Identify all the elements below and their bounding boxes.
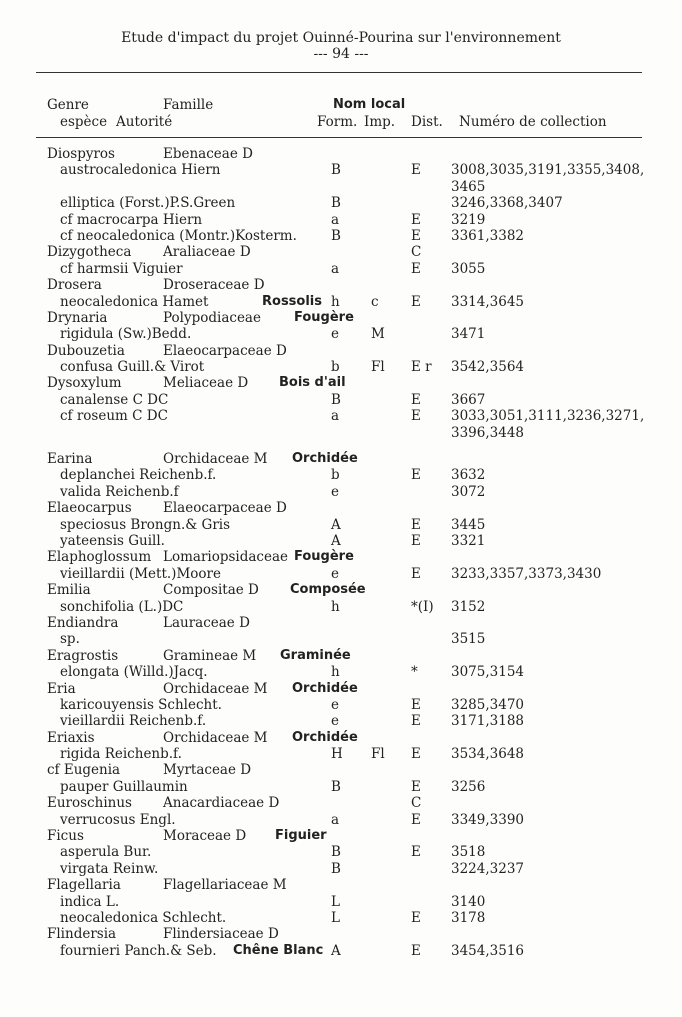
species-row: [0, 943, 682, 959]
species-name: neocaledonica Hamet: [60, 293, 209, 310]
dist-value: E: [411, 746, 421, 763]
species-name: vieillardii (Mett.)Moore: [60, 565, 221, 582]
species-row: [0, 179, 682, 195]
header-rule: [36, 137, 642, 138]
species-name: sp.: [60, 631, 80, 648]
page-number: --- 94 ---: [313, 46, 369, 62]
genus-row: [0, 500, 682, 516]
col-form: Form.: [317, 114, 358, 130]
collection-numbers: 3140: [451, 893, 486, 910]
genus-row: [0, 310, 682, 326]
form-value: A: [331, 532, 341, 549]
form-value: h: [331, 293, 340, 310]
species-name: cf roseum C DC: [60, 408, 168, 425]
family-name: Flagellariaceae M: [163, 877, 287, 894]
dist-value: E: [411, 162, 421, 179]
form-value: B: [331, 227, 341, 244]
form-value: B: [331, 195, 341, 212]
local-name: Rossolis: [262, 293, 322, 309]
species-name: speciosus Brongn.& Gris: [60, 516, 231, 533]
form-value: B: [331, 860, 341, 877]
imp-value: Fl: [371, 359, 385, 376]
form-value: h: [331, 598, 340, 615]
species-name: vieillardii Reichenb.f.: [60, 713, 207, 730]
genus-row: [0, 451, 682, 467]
family-name: Flindersiaceae D: [163, 926, 279, 943]
species-name: elongata (Willd.)Jacq.: [60, 664, 208, 681]
genus-row: [0, 681, 682, 697]
col-espece: espèce: [60, 114, 108, 130]
col-numero: Numéro de collection: [459, 114, 607, 130]
species-name: fournieri Panch.& Seb.: [60, 942, 217, 959]
dist-value: E r: [411, 359, 432, 376]
collection-numbers: 3072: [451, 483, 486, 500]
form-value: B: [331, 778, 341, 795]
imp-value: Fl: [371, 746, 385, 763]
col-genre: Genre: [47, 97, 89, 113]
dist-value: E: [411, 565, 421, 582]
species-row: [0, 484, 682, 500]
collection-numbers: 3224,3237: [451, 860, 525, 877]
species-name: karicouyensis Schlecht.: [60, 696, 222, 713]
family-name: Elaeocarpaceae D: [163, 342, 287, 359]
species-row: [0, 392, 682, 408]
family-name: Lauraceae D: [163, 614, 250, 631]
col-nom-local: Nom local: [333, 97, 406, 112]
dist-value: E: [411, 516, 421, 533]
collection-numbers: 3171,3188: [451, 713, 525, 730]
family-name: Orchidaceae M: [163, 729, 268, 746]
genus-name: Elaphoglossum: [47, 549, 152, 566]
form-value: A: [331, 516, 341, 533]
local-name: Chêne Blanc: [233, 942, 324, 958]
species-name: deplanchei Reichenb.f.: [60, 467, 217, 484]
local-name: Fougère: [294, 309, 354, 325]
collection-numbers: 3396,3448: [451, 424, 525, 441]
form-value: a: [331, 811, 340, 828]
form-value: H: [331, 746, 343, 763]
form-value: b: [331, 467, 340, 484]
collection-numbers: 3075,3154: [451, 664, 525, 681]
form-value: e: [331, 696, 339, 713]
species-row: [0, 359, 682, 375]
genus-name: Flindersia: [47, 926, 117, 943]
species-name: yateensis Guill.: [60, 532, 165, 549]
genus-row: [0, 343, 682, 359]
collection-numbers: 3008,3035,3191,3355,3408,: [451, 162, 645, 179]
species-name: confusa Guill.& Virot: [60, 359, 205, 376]
collection-numbers: 3454,3516: [451, 942, 525, 959]
collection-numbers: 3233,3357,3373,3430: [451, 565, 602, 582]
species-name: rigidula (Sw.)Bedd.: [60, 326, 192, 343]
species-row: [0, 228, 682, 244]
species-row: [0, 261, 682, 277]
family-name: Orchidaceae M: [163, 680, 268, 697]
col-autorite: Autorité: [116, 114, 173, 130]
species-name: virgata Reinw.: [60, 860, 159, 877]
species-row: [0, 812, 682, 828]
collection-numbers: 3534,3648: [451, 746, 525, 763]
collection-numbers: 3285,3470: [451, 696, 525, 713]
family-name: Droseraceae D: [163, 277, 265, 294]
dist-value: E: [411, 532, 421, 549]
species-name: cf neocaledonica (Montr.)Kosterm.: [60, 227, 297, 244]
genus-name: Ficus: [47, 828, 84, 845]
species-row: [0, 631, 682, 647]
species-row: [0, 746, 682, 762]
genus-row: [0, 615, 682, 631]
genus-name: Eria: [47, 680, 76, 697]
genus-row: [0, 582, 682, 598]
form-value: e: [331, 483, 339, 500]
collection-numbers: 3518: [451, 844, 486, 861]
genus-row: [0, 926, 682, 942]
genus-row: [0, 549, 682, 565]
form-value: A: [331, 942, 341, 959]
genus-row: [0, 244, 682, 260]
genus-name: Diospyros: [47, 146, 115, 162]
top-rule: [36, 72, 642, 73]
genus-row: [0, 828, 682, 844]
local-name: Fougère: [294, 549, 354, 565]
species-row: [0, 326, 682, 342]
form-value: B: [331, 391, 341, 408]
form-value: L: [331, 909, 340, 926]
form-value: e: [331, 565, 339, 582]
collection-numbers: 3219: [451, 211, 486, 228]
imp-value: c: [371, 293, 379, 310]
species-row: [0, 408, 682, 424]
species-row: [0, 664, 682, 680]
genus-name: Dubouzetia: [47, 342, 125, 359]
species-row: [0, 195, 682, 211]
dist-value: E: [411, 696, 421, 713]
genus-name: Emilia: [47, 582, 91, 599]
dist-value: E: [411, 811, 421, 828]
dist-value: E: [411, 778, 421, 795]
species-row: [0, 713, 682, 729]
form-value: a: [331, 260, 340, 277]
local-name: Orchidée: [292, 729, 358, 745]
local-name: Graminée: [280, 647, 351, 663]
collection-numbers: 3152: [451, 598, 486, 615]
species-row: [0, 697, 682, 713]
collection-numbers: 3515: [451, 631, 486, 648]
species-row: [0, 910, 682, 926]
genus-name: cf Eugenia: [47, 762, 121, 779]
species-name: neocaledonica Schlecht.: [60, 909, 227, 926]
document-title: Etude d'impact du projet Ouinné-Pourina sur l'environnement: [121, 30, 561, 46]
species-row: [0, 467, 682, 483]
local-name: Orchidée: [292, 680, 358, 696]
collection-numbers: 3256: [451, 778, 486, 795]
page-header: [0, 30, 682, 62]
genus-name: Dizygotheca: [47, 244, 132, 261]
dist-value: *: [411, 664, 418, 681]
dist-value: E: [411, 844, 421, 861]
form-value: a: [331, 408, 340, 425]
local-name: Bois d'ail: [279, 375, 346, 391]
family-name: Myrtaceae D: [163, 762, 252, 779]
dist-value: E: [411, 942, 421, 959]
species-name: cf macrocarpa Hiern: [60, 211, 203, 228]
family-name: Polypodiaceae: [163, 309, 261, 326]
collection-numbers: 3055: [451, 260, 486, 277]
species-name: rigida Reichenb.f.: [60, 746, 182, 763]
collection-numbers: 3465: [451, 178, 486, 195]
form-value: b: [331, 359, 340, 376]
genus-row: [0, 795, 682, 811]
genus-name: Drosera: [47, 277, 102, 294]
genus-name: Euroschinus: [47, 795, 132, 812]
genus-name: Earina: [47, 451, 93, 468]
species-name: sonchifolia (L.)DC: [60, 598, 184, 615]
collection-numbers: 3361,3382: [451, 227, 525, 244]
genus-row: [0, 375, 682, 391]
genus-name: Flagellaria: [47, 877, 121, 894]
family-name: Meliaceae D: [163, 375, 249, 392]
collection-numbers: 3542,3564: [451, 359, 525, 376]
species-name: verrucosus Engl.: [60, 811, 176, 828]
genus-name: Drynaria: [47, 309, 108, 326]
species-row: [0, 861, 682, 877]
col-dist: Dist.: [411, 114, 443, 130]
species-name: pauper Guillaumin: [60, 778, 188, 795]
genus-row: [0, 730, 682, 746]
species-row: [0, 162, 682, 178]
species-row: [0, 779, 682, 795]
collection-numbers: 3471: [451, 326, 486, 343]
family-name: Lomariopsidaceae: [163, 549, 289, 566]
imp-value: M: [371, 326, 385, 343]
collection-numbers: 3314,3645: [451, 293, 525, 310]
dist-value: E: [411, 293, 421, 310]
species-name: indica L.: [60, 893, 120, 910]
species-name: asperula Bur.: [60, 844, 152, 861]
genus-name: Elaeocarpus: [47, 500, 132, 517]
species-name: cf harmsii Viguier: [60, 260, 183, 277]
local-name: Orchidée: [292, 451, 358, 467]
local-name: Composée: [290, 582, 366, 598]
form-value: e: [331, 713, 339, 730]
species-name: austrocaledonica Hiern: [60, 162, 221, 179]
collection-numbers: 3632: [451, 467, 486, 484]
species-row: [0, 599, 682, 615]
local-name: Figuier: [275, 828, 327, 844]
collection-numbers: 3349,3390: [451, 811, 525, 828]
family-name: Araliaceae D: [163, 244, 251, 261]
species-row: [0, 894, 682, 910]
form-value: a: [331, 211, 340, 228]
collection-numbers: 3246,3368,3407: [451, 195, 563, 212]
genus-row: [0, 877, 682, 893]
species-row: [0, 533, 682, 549]
species-row: [0, 517, 682, 533]
genus-row: [0, 648, 682, 664]
form-value: B: [331, 844, 341, 861]
column-headers: [0, 97, 682, 137]
dist-value: E: [411, 227, 421, 244]
col-imp: Imp.: [364, 114, 396, 130]
genus-row: [0, 762, 682, 778]
genus-name: Eragrostis: [47, 647, 119, 664]
form-value: L: [331, 893, 340, 910]
dist-value: E: [411, 211, 421, 228]
dist-value: C: [411, 244, 422, 261]
species-table: [0, 146, 682, 959]
family-name: Compositae D: [163, 582, 259, 599]
dist-value: E: [411, 260, 421, 277]
genus-name: Eriaxis: [47, 729, 95, 746]
dist-value: E: [411, 467, 421, 484]
form-value: h: [331, 664, 340, 681]
dist-value: C: [411, 795, 422, 812]
species-row: [0, 212, 682, 228]
family-name: Orchidaceae M: [163, 451, 268, 468]
species-name: elliptica (Forst.)P.S.Green: [60, 195, 236, 212]
collection-numbers: 3033,3051,3111,3236,3271,: [451, 408, 645, 425]
form-value: e: [331, 326, 339, 343]
dist-value: *(I): [411, 598, 434, 615]
family-name: Gramineae M: [163, 647, 257, 664]
genus-row: [0, 146, 682, 162]
species-name: valida Reichenb.f: [60, 483, 179, 500]
dist-value: E: [411, 408, 421, 425]
dist-value: E: [411, 391, 421, 408]
collection-numbers: 3445: [451, 516, 486, 533]
collection-numbers: 3178: [451, 909, 486, 926]
family-name: Elaeocarpaceae D: [163, 500, 287, 517]
family-name: Anacardiaceae D: [163, 795, 280, 812]
dist-value: E: [411, 713, 421, 730]
species-row: [0, 566, 682, 582]
family-name: Ebenaceae D: [163, 146, 253, 162]
species-row: [0, 294, 682, 310]
genus-name: Endiandra: [47, 614, 119, 631]
species-name: canalense C DC: [60, 391, 169, 408]
genus-row: [0, 277, 682, 293]
family-name: Moraceae D: [163, 828, 247, 845]
collection-numbers: 3321: [451, 532, 486, 549]
form-value: B: [331, 162, 341, 179]
species-row: [0, 844, 682, 860]
genus-name: Dysoxylum: [47, 375, 122, 392]
col-famille: Famille: [163, 97, 214, 113]
species-row: [0, 425, 682, 441]
dist-value: E: [411, 909, 421, 926]
collection-numbers: 3667: [451, 391, 486, 408]
